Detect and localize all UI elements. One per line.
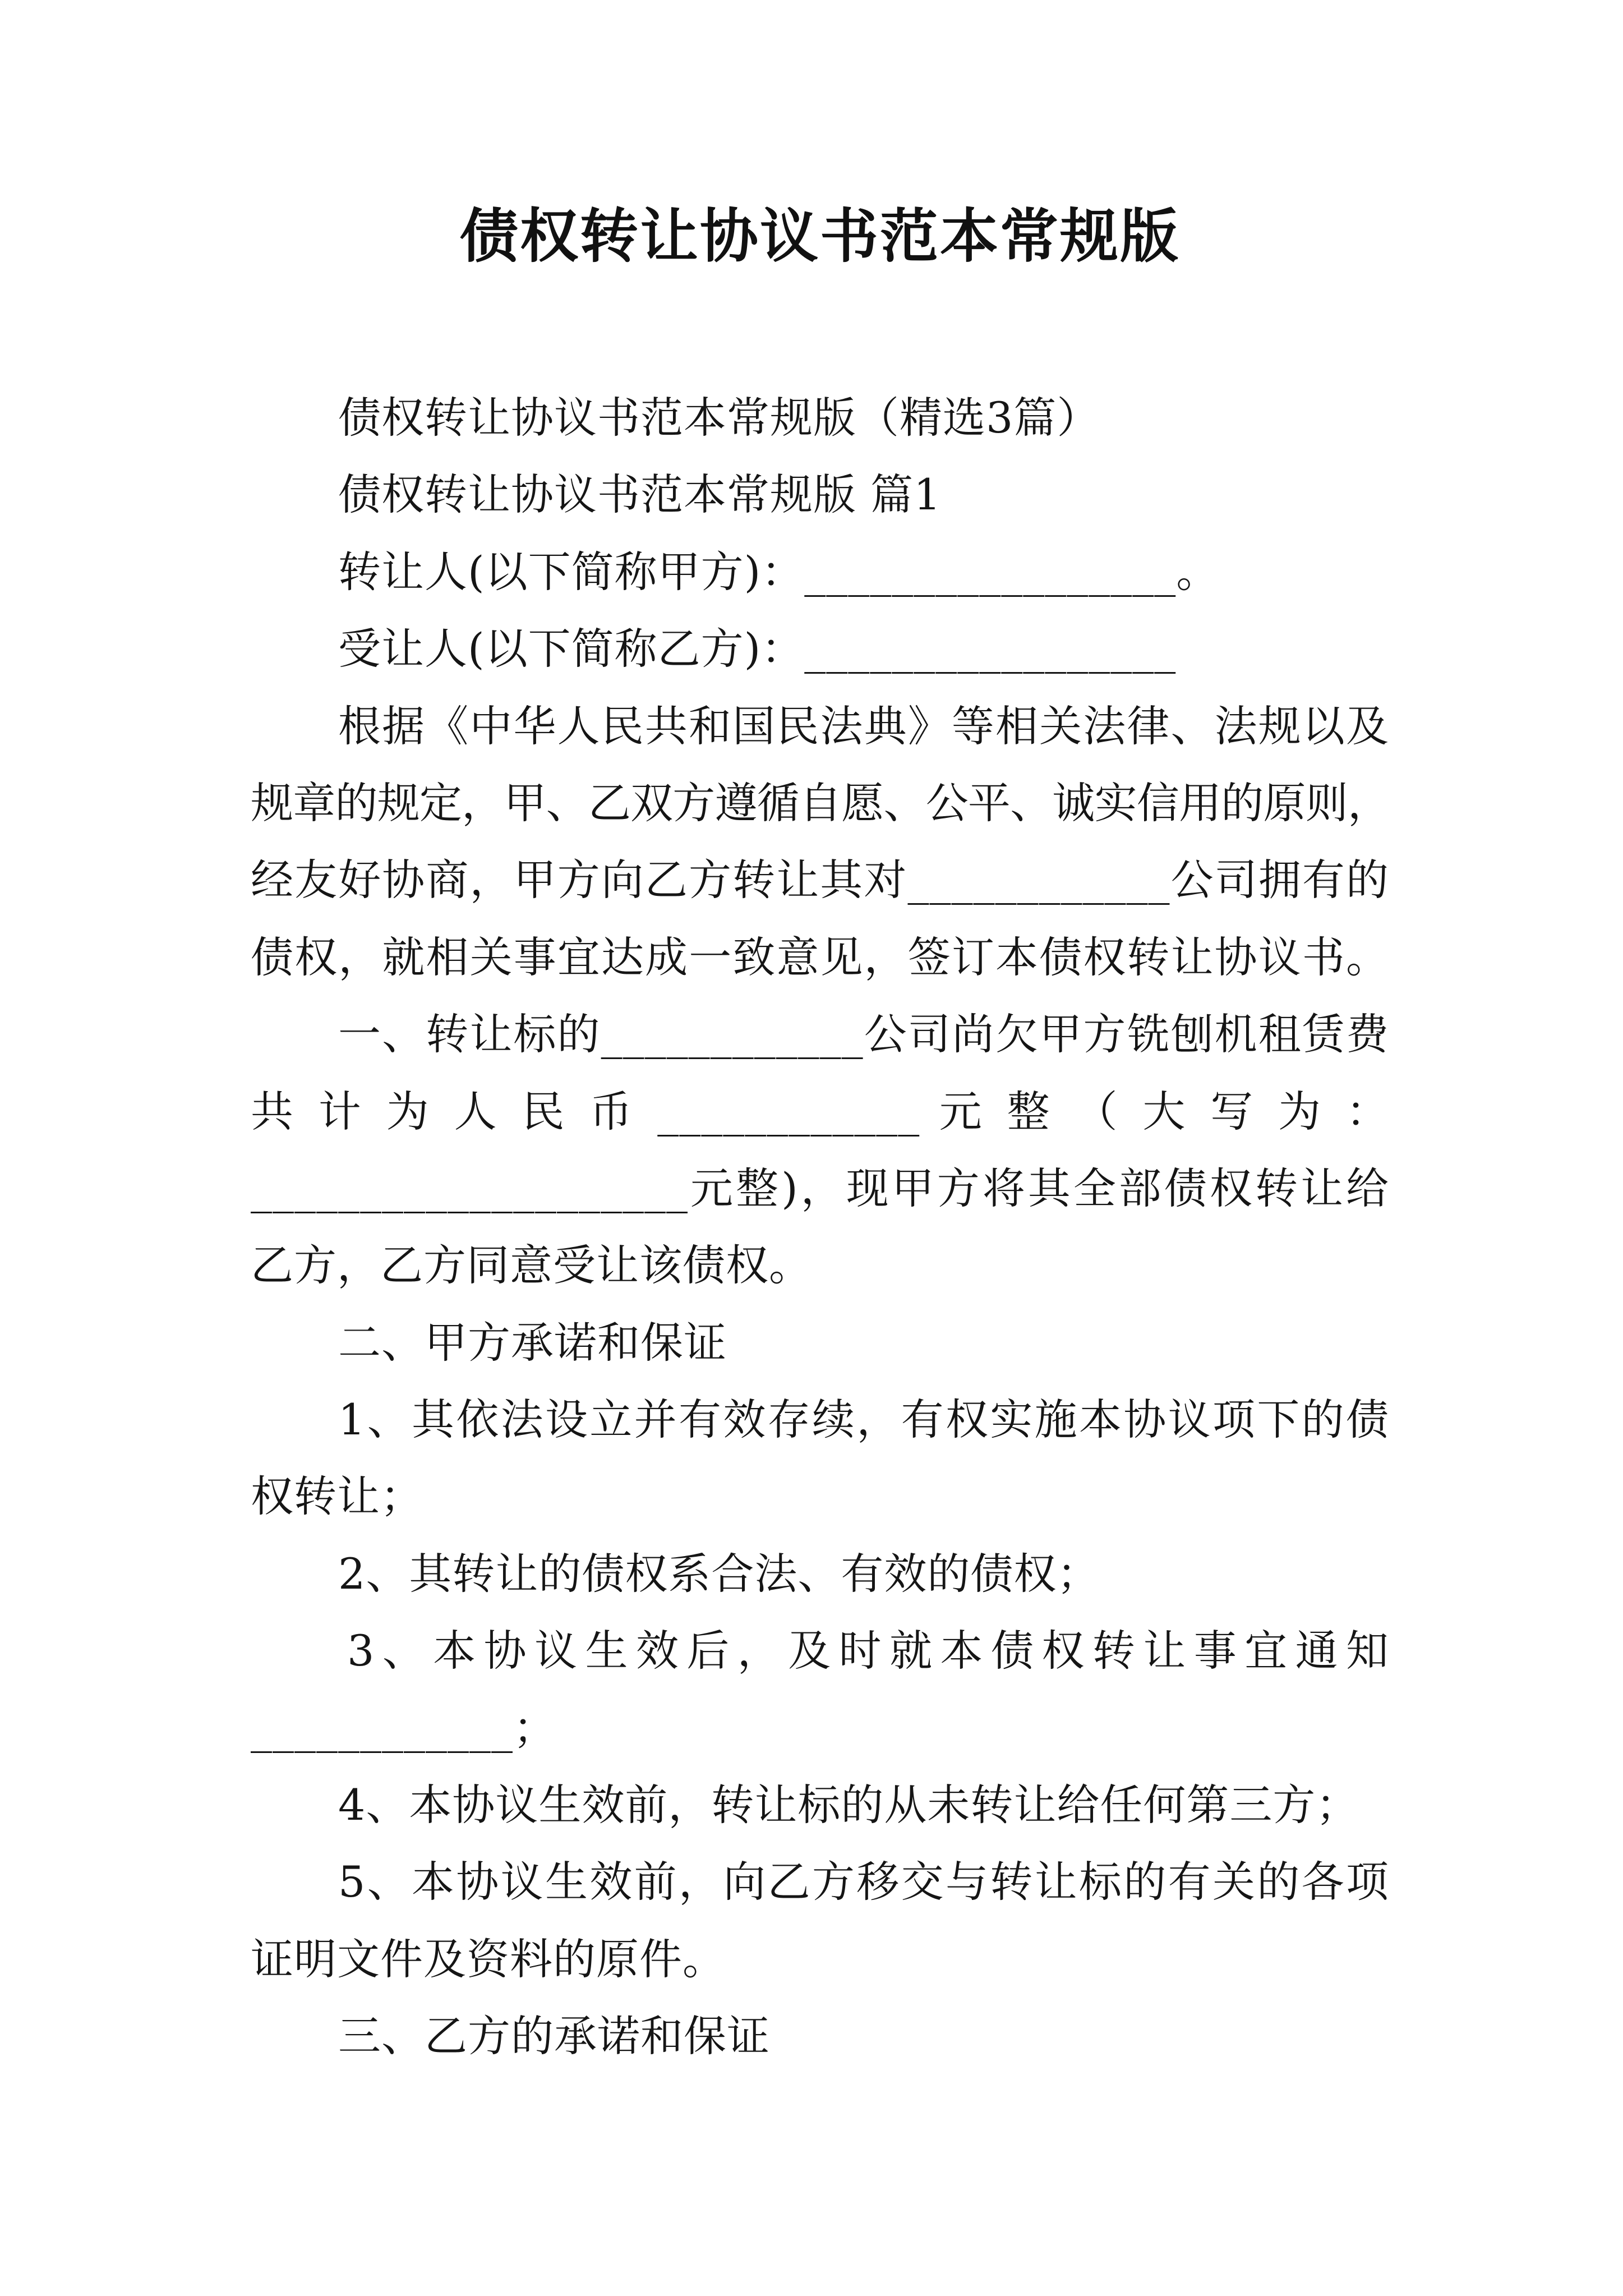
preamble-paragraph <box>251 688 1389 996</box>
warranty-item-2 <box>251 1535 1389 1612</box>
paragraph-line: 一、转让标的____________公司尚欠甲方铣刨机租赁费 <box>338 1009 1389 1060</box>
paragraph-line: 2、其转让的债权系合法、有效的债权； <box>338 1548 1100 1599</box>
section-2-heading <box>251 1304 1389 1381</box>
heading-line: 债权转让协议书范本常规版（精选3篇） <box>338 393 1100 443</box>
article-heading <box>251 456 1389 533</box>
paragraph-line: 转让人(以下简称甲方)：_________________。 <box>338 546 1220 597</box>
document-body <box>251 379 1389 2075</box>
transferor-line <box>251 533 1389 610</box>
paragraph-line: 4、本协议生效前，转让标的从未转让给任何第三方； <box>338 1780 1359 1830</box>
paragraph-line: 经友好协商，甲方向乙方转让其对____________公司拥有的 <box>251 855 1389 905</box>
paragraph-line: 乙方，乙方同意受让该债权。 <box>251 1240 812 1291</box>
warranty-item-1 <box>251 1381 1389 1535</box>
heading-line: 二、甲方承诺和保证 <box>338 1317 727 1368</box>
paragraph-line: 受让人(以下简称乙方)：_________________ <box>338 624 1177 674</box>
paragraph-line: 共 计 为 人 民 币 ____________ 元 整 （ 大 写 为 ： <box>251 1086 1389 1137</box>
warranty-item-4 <box>251 1766 1389 1843</box>
collection-heading <box>251 379 1389 456</box>
paragraph-line: 3、本协议生效后，及时就本债权转让事宜通知 <box>347 1626 1389 1676</box>
clause-1-paragraph <box>251 996 1389 1304</box>
document-title: 债权转让协议书范本常规版 <box>459 201 1180 270</box>
paragraph-line: 1、其依法设立并有效存续，有权实施本协议项下的债 <box>338 1395 1389 1445</box>
paragraph-line: 根据《中华人民共和国民法典》等相关法律、法规以及 <box>338 701 1389 751</box>
paragraph-line: 债权，就相关事宜达成一致意见，签订本债权转让协议书。 <box>251 932 1389 982</box>
paragraph-line: 规章的规定，甲、乙双方遵循自愿、公平、诚实信用的原则， <box>251 777 1389 828</box>
warranty-item-3 <box>251 1612 1389 1766</box>
paragraph-line: ____________； <box>251 1703 556 1753</box>
heading-line: 三、乙方的承诺和保证 <box>338 2011 770 2062</box>
warranty-item-5 <box>251 1843 1389 1998</box>
paragraph-line: 权转让； <box>251 1471 423 1522</box>
paragraph-line: ____________________元整)，现甲方将其全部债权转让给 <box>251 1163 1389 1213</box>
paragraph-line: 5、本协议生效前，向乙方移交与转让标的有关的各项 <box>338 1857 1389 1907</box>
transferee-line <box>251 610 1389 687</box>
section-3-heading <box>251 1998 1389 2074</box>
heading-line: 债权转让协议书范本常规版 篇1 <box>338 470 942 520</box>
paragraph-line: 证明文件及资料的原件。 <box>251 1934 726 1984</box>
